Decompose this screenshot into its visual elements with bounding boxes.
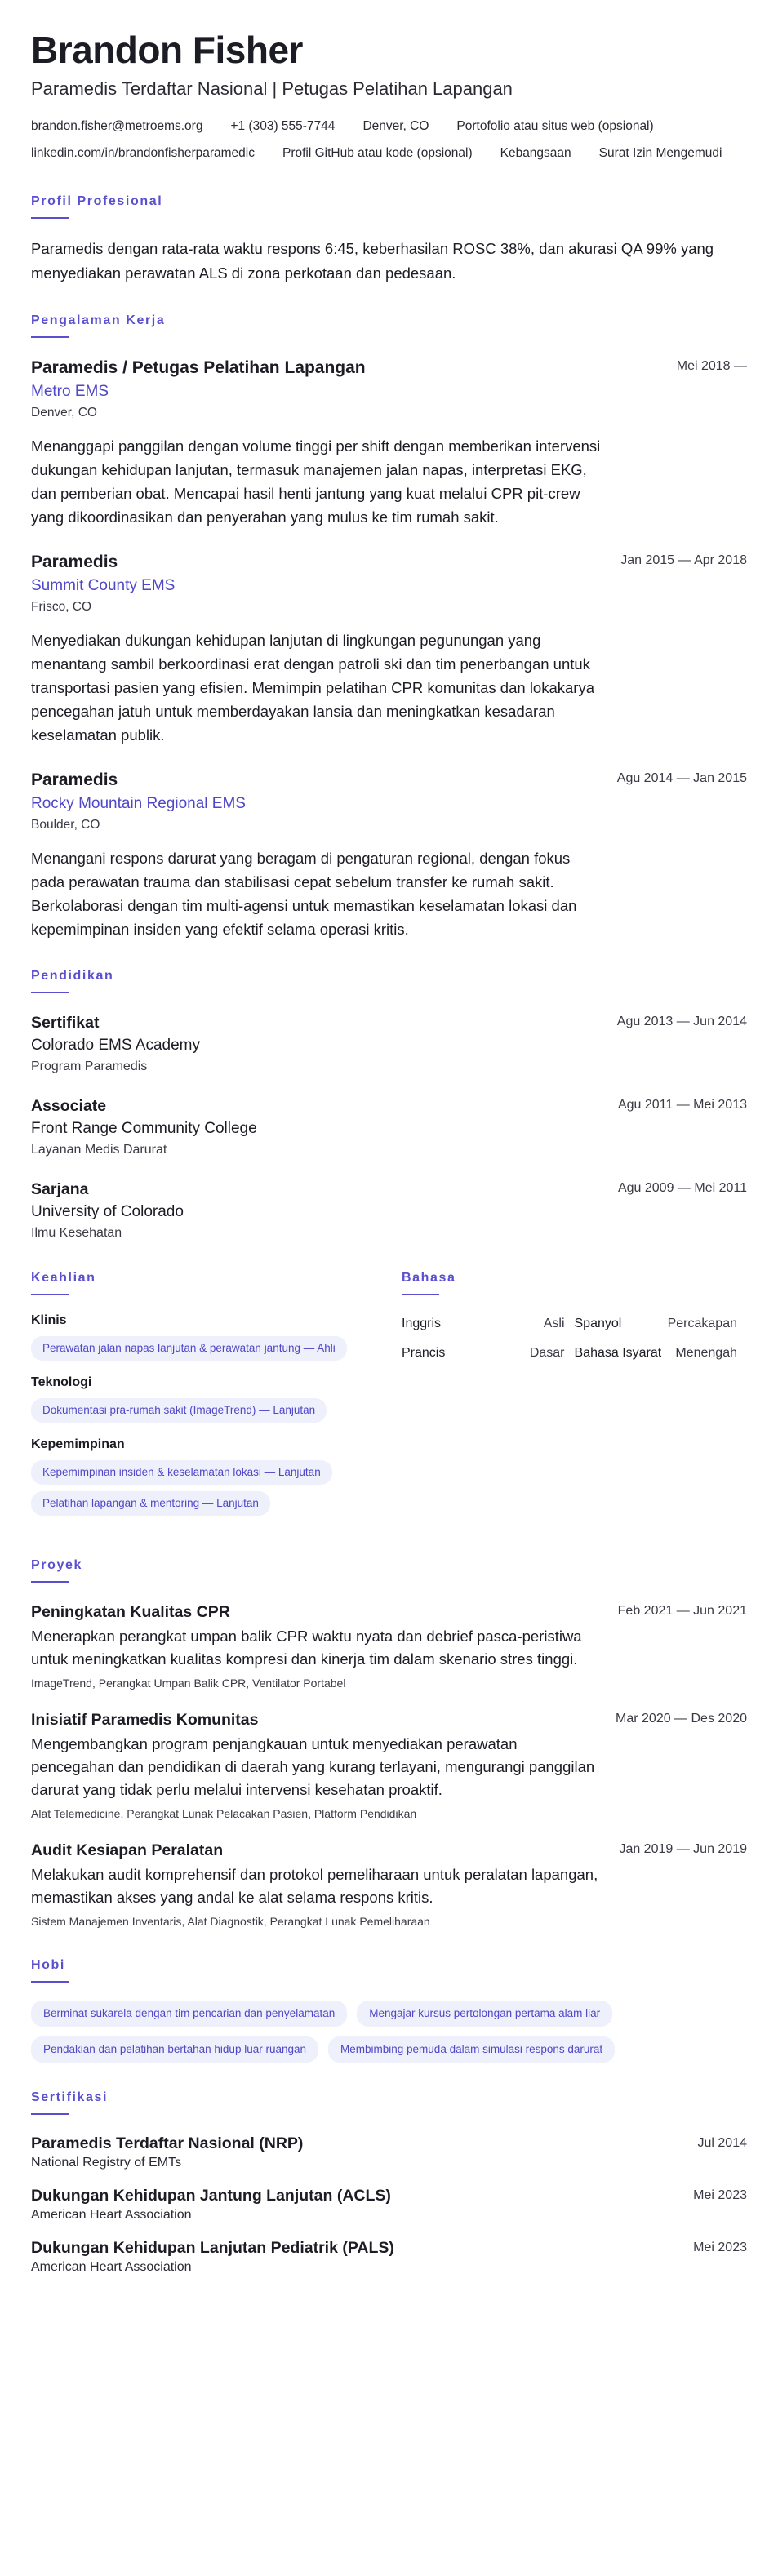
section-title: Pengalaman Kerja <box>31 313 166 327</box>
project-dates: Mar 2020 — Des 2020 <box>616 1712 747 1725</box>
experience-entry <box>31 356 747 529</box>
language-name: Spanyol <box>574 1317 622 1330</box>
job-organization[interactable]: Rocky Mountain Regional EMS <box>31 795 246 812</box>
job-location: Denver, CO <box>31 406 97 420</box>
skills-section <box>31 1271 369 1530</box>
section-title: Pendidikan <box>31 969 114 983</box>
language-item <box>575 1343 748 1364</box>
education-school: Colorado EMS Academy <box>31 1037 200 1054</box>
job-description: Menyediakan dukungan kehidupan lanjutan di lingkungan pegunungan yang menantang sambil berkoordinasi erat dengan patroli ski dan tim penerbangan untuk transportasi pasien yang efisien. Memimpin pelatihan CPR komunitas dan lokakarya pencegahan jatuh untuk memberdayakan lansia dan meningkatkan kesadaran keselamatan publik. <box>31 632 594 744</box>
certification-date: Mei 2023 <box>693 2241 747 2254</box>
languages-section <box>402 1271 747 1530</box>
projects-section <box>31 1558 747 1930</box>
candidate-headline: Paramedis Terdaftar Nasional | Petugas Pelatihan Lapangan <box>31 78 513 99</box>
certification-name: Paramedis Terdaftar Nasional (NRP) <box>31 2134 304 2152</box>
language-level: Menengah <box>675 1346 737 1360</box>
hobby-chip: Mengajar kursus pertolongan pertama alam liar <box>357 2001 612 2027</box>
contact-linkedin[interactable]: linkedin.com/in/brandonfisherparamedic <box>31 146 255 160</box>
skill-chip: Pelatihan lapangan & mentoring — Lanjutan <box>31 1491 270 1516</box>
project-entry <box>31 1708 747 1823</box>
project-dates: Feb 2021 — Jun 2021 <box>617 1604 747 1618</box>
education-field: Ilmu Kesehatan <box>31 1226 122 1240</box>
experience-entry <box>31 768 747 941</box>
language-list <box>402 1313 747 1364</box>
job-location: Frisco, CO <box>31 600 92 614</box>
education-entry <box>31 1095 747 1160</box>
skill-chip: Perawatan jalan napas lanjutan & perawatan jantung — Ahli <box>31 1336 347 1361</box>
section-divider <box>31 336 69 338</box>
skill-chip: Dokumentasi pra-rumah sakit (ImageTrend) — Lanjutan <box>31 1398 327 1423</box>
project-dates: Jan 2019 — Jun 2019 <box>619 1842 747 1856</box>
project-name: Inisiatif Paramedis Komunitas <box>31 1711 259 1729</box>
contact-github[interactable]: Profil GitHub atau kode (opsional) <box>282 146 473 160</box>
contact-email[interactable]: brandon.fisher@metroems.org <box>31 119 203 133</box>
hobby-list <box>31 2001 717 2063</box>
language-item <box>402 1343 575 1364</box>
certifications-section <box>31 2090 747 2276</box>
job-dates: Mei 2018 — <box>676 359 747 373</box>
project-entry <box>31 1839 747 1930</box>
certification-entry <box>31 2237 747 2276</box>
job-role: Paramedis <box>31 771 118 789</box>
skill-group <box>31 1437 369 1516</box>
language-item <box>575 1313 748 1335</box>
education-degree: Associate <box>31 1097 107 1115</box>
certification-name: Dukungan Kehidupan Jantung Lanjutan (ACLS) <box>31 2187 391 2205</box>
job-role: Paramedis / Petugas Pelatihan Lapangan <box>31 358 366 377</box>
hobby-chip: Membimbing pemuda dalam simulasi respons darurat <box>328 2036 615 2063</box>
experience-section <box>31 313 747 941</box>
skills-languages-row <box>31 1271 747 1530</box>
project-tech: Alat Telemedicine, Perangkat Lunak Pelacakan Pasien, Platform Pendidikan <box>31 1807 417 1820</box>
contact-nationality: Kebangsaan <box>500 146 571 160</box>
education-school: Front Range Community College <box>31 1120 257 1137</box>
project-name: Audit Kesiapan Peralatan <box>31 1841 224 1859</box>
contact-driving-license: Surat Izin Mengemudi <box>598 146 722 160</box>
section-title: Bahasa <box>402 1271 456 1285</box>
section-divider <box>31 1294 69 1295</box>
certification-name: Dukungan Kehidupan Lanjutan Pediatrik (PALS) <box>31 2239 394 2257</box>
project-description: Melakukan audit komprehensif dan protokol pemeliharaan untuk peralatan lapangan, memastikan akses yang andal ke alat selama respons kritis. <box>31 1866 598 1906</box>
education-dates: Agu 2009 — Mei 2011 <box>617 1181 747 1195</box>
job-dates: Jan 2015 — Apr 2018 <box>620 553 747 567</box>
candidate-name: Brandon Fisher <box>31 29 303 71</box>
certification-entry <box>31 2185 747 2224</box>
job-organization[interactable]: Metro EMS <box>31 383 109 400</box>
skill-chip: Kepemimpinan insiden & keselamatan lokasi — Lanjutan <box>31 1460 332 1485</box>
contact-portfolio[interactable]: Portofolio atau situs web (opsional) <box>456 119 654 133</box>
education-school: University of Colorado <box>31 1203 184 1220</box>
language-name: Prancis <box>402 1346 446 1360</box>
contact-list <box>31 113 747 167</box>
education-degree: Sarjana <box>31 1180 89 1198</box>
certification-entry <box>31 2133 747 2172</box>
skill-category: Kepemimpinan <box>31 1437 125 1451</box>
resume-header <box>31 28 747 167</box>
job-dates: Agu 2014 — Jan 2015 <box>616 771 747 785</box>
summary-section <box>31 194 747 286</box>
project-tech: ImageTrend, Perangkat Umpan Balik CPR, Ventilator Portabel <box>31 1677 346 1690</box>
project-entry <box>31 1601 747 1692</box>
language-level: Percakapan <box>667 1317 737 1330</box>
education-field: Program Paramedis <box>31 1059 148 1073</box>
job-role: Paramedis <box>31 553 118 571</box>
contact-location: Denver, CO <box>362 119 429 133</box>
certification-issuer: National Registry of EMTs <box>31 2156 182 2170</box>
education-entry <box>31 1011 747 1077</box>
education-section <box>31 969 747 1243</box>
section-title: Profil Profesional <box>31 194 163 208</box>
skill-category: Teknologi <box>31 1375 92 1389</box>
project-description: Menerapkan perangkat umpan balik CPR waktu nyata dan debrief pasca-peristiwa untuk meningkatkan kualitas kompresi dan kinerja tim dalam skenario stres tinggi. <box>31 1628 582 1668</box>
job-description: Menanggapi panggilan dengan volume tinggi per shift dengan memberikan intervensi dukungan kehidupan lanjutan, termasuk manajemen jalan napas, interpretasi EKG, dan pemberian obat. Mencapai hasil henti jantung yang kuat melalui CPR pit-crew yang dikoordinasikan dan penyerahan yang mulus ke tim rumah sakit. <box>31 437 601 526</box>
hobby-chip: Berminat sukarela dengan tim pencarian dan penyelamatan <box>31 2001 347 2027</box>
language-name: Inggris <box>402 1317 442 1330</box>
job-description: Menangani respons darurat yang beragam di pengaturan regional, dengan fokus pada perawatan trauma dan stabilisasi cepat sebelum transfer ke rumah sakit. Berkolaborasi dengan tim multi-agensi untuk memastikan keselamatan lokasi dan kepemimpinan insiden yang efektif selama operasi kritis. <box>31 850 577 938</box>
section-title: Keahlian <box>31 1271 96 1285</box>
job-location: Boulder, CO <box>31 818 100 832</box>
summary-text: Paramedis dengan rata-rata waktu respons 6:45, keberhasilan ROSC 38%, dan akurasi QA 99% yang menyediakan perawatan ALS di zona perkotaan dan pedesaan. <box>31 240 714 282</box>
section-divider <box>402 1294 439 1295</box>
project-name: Peningkatan Kualitas CPR <box>31 1603 230 1621</box>
education-dates: Agu 2013 — Jun 2014 <box>616 1015 747 1028</box>
section-title: Proyek <box>31 1558 82 1572</box>
education-degree: Sertifikat <box>31 1014 100 1032</box>
skill-group <box>31 1313 369 1361</box>
skill-category: Klinis <box>31 1313 67 1327</box>
certification-issuer: American Heart Association <box>31 2208 192 2222</box>
certification-issuer: American Heart Association <box>31 2260 192 2274</box>
language-level: Dasar <box>529 1346 565 1360</box>
language-level: Asli <box>543 1317 565 1330</box>
section-divider <box>31 1981 69 1983</box>
project-tech: Sistem Manajemen Inventaris, Alat Diagnostik, Perangkat Lunak Pemeliharaan <box>31 1915 430 1928</box>
language-name: Bahasa Isyarat <box>574 1346 662 1360</box>
hobbies-section <box>31 1958 747 2063</box>
section-divider <box>31 217 69 219</box>
education-field: Layanan Medis Darurat <box>31 1143 167 1157</box>
section-divider <box>31 992 69 993</box>
hobby-chip: Pendakian dan pelatihan bertahan hidup luar ruangan <box>31 2036 318 2063</box>
section-title: Hobi <box>31 1958 65 1972</box>
project-description: Mengembangkan program penjangkauan untuk menyediakan perawatan pencegahan dan pendidikan di daerah yang kurang terlayani, mengurangi panggilan darurat yang tidak perlu melalui intervensi kesehatan proaktif. <box>31 1735 595 1798</box>
language-item <box>402 1313 575 1335</box>
education-dates: Agu 2011 — Mei 2013 <box>617 1098 747 1112</box>
experience-entry <box>31 550 747 747</box>
section-title: Sertifikasi <box>31 2090 109 2104</box>
job-organization[interactable]: Summit County EMS <box>31 577 176 594</box>
certification-date: Mei 2023 <box>693 2188 747 2202</box>
education-entry <box>31 1178 747 1243</box>
section-divider <box>31 2113 69 2115</box>
section-divider <box>31 1581 69 1583</box>
certification-date: Jul 2014 <box>697 2136 747 2150</box>
skill-group <box>31 1375 369 1423</box>
contact-phone[interactable]: +1 (303) 555-7744 <box>230 119 336 133</box>
